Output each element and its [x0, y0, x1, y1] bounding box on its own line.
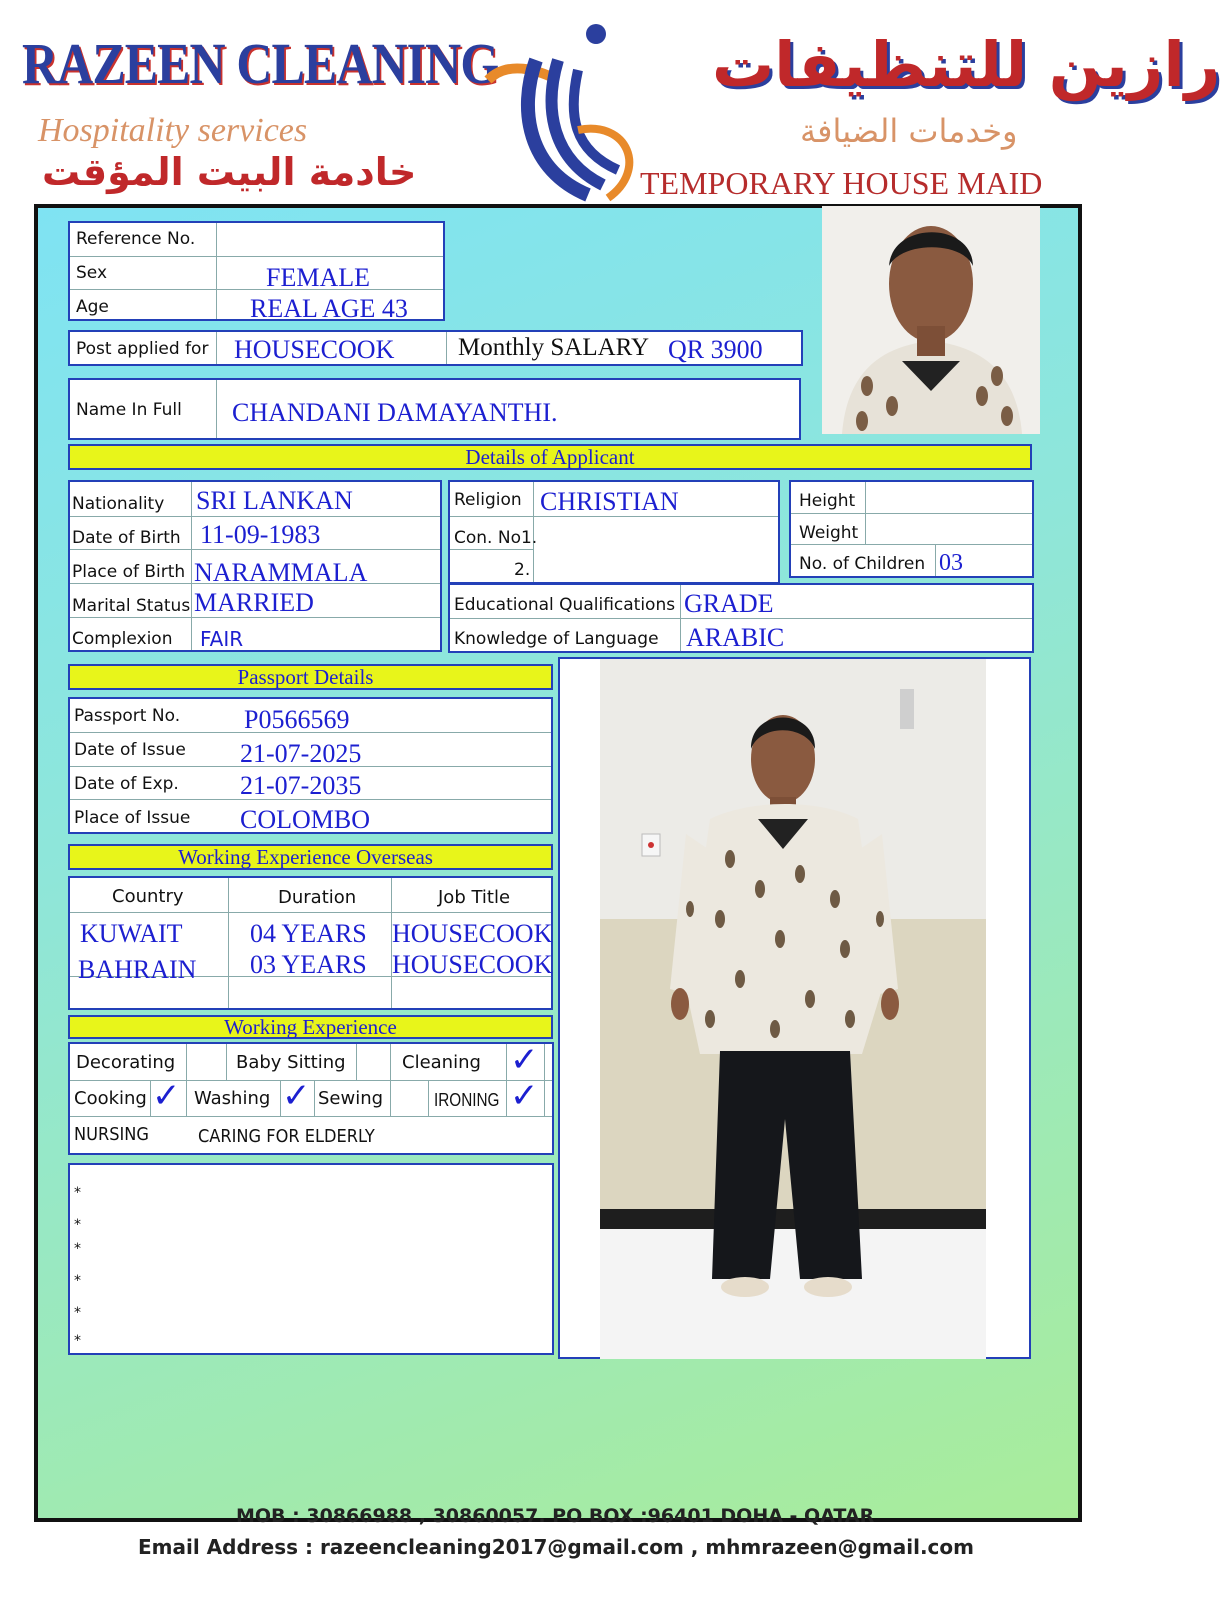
cooking-check-icon: ✓ [152, 1076, 181, 1116]
contact2-label: 2. [514, 560, 531, 580]
age-value: REAL AGE 43 [250, 294, 408, 323]
portrait-photo [822, 206, 1040, 434]
post-label: Post applied for [76, 339, 209, 359]
col-duration: Duration [278, 887, 357, 908]
issue-place-label: Place of Issue [74, 808, 191, 828]
expiry-date-value: 21-07-2035 [240, 771, 362, 800]
note-bullet: * [74, 1185, 81, 1201]
complexion-label: Complexion [72, 629, 173, 649]
nationality-label: Nationality [72, 494, 165, 514]
washing-check-icon: ✓ [282, 1076, 311, 1116]
passport-table [68, 697, 553, 834]
hospitality-subtitle: Hospitality services [38, 112, 308, 149]
expiry-date-label: Date of Exp. [74, 774, 179, 794]
full-body-photo-frame [558, 657, 1031, 1359]
name-value: CHANDANI DAMAYANTHI. [232, 398, 558, 427]
post-salary-row [68, 330, 803, 366]
footer-contact: MOB : 30866988 , 30860057. PO BOX :96401 DOHA - QATAR [236, 1505, 875, 1527]
experience-band: Working Experience [68, 1015, 553, 1039]
reference-label: Reference No. [76, 229, 196, 249]
sex-value: FEMALE [266, 263, 370, 292]
col-country: Country [112, 886, 184, 907]
note-bullet: * [74, 1273, 81, 1289]
overseas-table [68, 876, 553, 1010]
overseas-job-1: HOUSECOOK [392, 919, 553, 948]
complexion-value: FAIR [200, 627, 244, 651]
overseas-country-1: KUWAIT [80, 919, 183, 948]
company-logo-icon [478, 20, 648, 200]
language-value: ARABIC [686, 623, 785, 652]
contact1-label: Con. No1. [454, 528, 538, 548]
overseas-job-2: HOUSECOOK [392, 950, 553, 979]
language-label: Knowledge of Language [454, 629, 659, 649]
pob-label: Place of Birth [72, 562, 186, 582]
age-label: Age [76, 297, 109, 317]
issue-place-value: COLOMBO [240, 805, 371, 834]
dob-label: Date of Birth [72, 528, 181, 548]
passport-no-label: Passport No. [74, 706, 181, 726]
skill-decorating: Decorating [76, 1052, 176, 1073]
note-bullet: * [74, 1333, 81, 1349]
note-bullet: * [74, 1217, 81, 1233]
dob-value: 11-09-1983 [200, 520, 321, 549]
religion-table [448, 480, 780, 584]
skill-sewing: Sewing [318, 1088, 384, 1109]
skill-nursing: NURSING [74, 1124, 149, 1145]
nationality-value: SRI LANKAN [196, 486, 353, 515]
religion-label: Religion [454, 490, 522, 510]
salary-label: Monthly SALARY [458, 334, 650, 361]
post-value: HOUSECOOK [234, 335, 395, 364]
education-label: Educational Qualifications [454, 595, 676, 615]
notes-box [68, 1163, 554, 1355]
passport-band: Passport Details [68, 664, 553, 690]
skill-ironing: IRONING [434, 1090, 500, 1110]
sex-label: Sex [76, 263, 108, 283]
height-label: Height [799, 491, 856, 511]
education-table [448, 583, 1034, 653]
skill-cleaning: Cleaning [402, 1052, 481, 1073]
height-table [789, 480, 1034, 578]
marital-value: MARRIED [194, 588, 314, 617]
overseas-country-2: BAHRAIN [78, 955, 197, 984]
issue-date-value: 21-07-2025 [240, 739, 362, 768]
full-body-photo [600, 659, 986, 1359]
children-label: No. of Children [799, 554, 926, 574]
overseas-duration-2: 03 YEARS [250, 950, 367, 979]
experience-table [68, 1042, 554, 1155]
passport-no-value: P0566569 [244, 705, 350, 734]
arabic-maid-title: خادمة البيت المؤقت [42, 150, 417, 194]
document-title: TEMPORARY HOUSE MAID [640, 165, 1043, 201]
salary-value: QR 3900 [668, 335, 763, 364]
issue-date-label: Date of Issue [74, 740, 186, 760]
footer-email: Email Address : razeencleaning2017@gmail.com , mhmrazeen@gmail.com [138, 1535, 974, 1559]
ironing-check-icon: ✓ [510, 1076, 539, 1116]
details-left-table [68, 480, 442, 652]
education-value: GRADE [684, 589, 774, 618]
note-bullet: * [74, 1305, 81, 1321]
arabic-hospitality: وخدمات الضيافة [800, 112, 1018, 150]
pob-value: NARAMMALA [194, 558, 368, 587]
details-band: Details of Applicant [68, 444, 1032, 470]
col-job-title: Job Title [438, 887, 511, 908]
cleaning-check-icon: ✓ [510, 1040, 539, 1080]
weight-label: Weight [799, 523, 859, 543]
note-bullet: * [74, 1241, 81, 1257]
overseas-duration-1: 04 YEARS [250, 919, 367, 948]
name-label: Name In Full [76, 400, 182, 420]
skill-elderly-care: CARING FOR ELDERLY [198, 1126, 375, 1147]
children-value: 03 [939, 550, 963, 576]
religion-value: CHRISTIAN [540, 487, 679, 516]
company-name-en: RAZEEN CLEANING [22, 31, 499, 96]
skill-washing: Washing [194, 1088, 271, 1109]
company-name-ar: رازين للتنظيفات [712, 28, 1220, 101]
marital-label: Marital Status [72, 596, 191, 616]
skill-baby-sitting: Baby Sitting [236, 1052, 346, 1073]
overseas-band: Working Experience Overseas [68, 844, 553, 870]
top-info-table [68, 221, 445, 321]
name-row [68, 378, 801, 440]
skill-cooking: Cooking [74, 1088, 147, 1109]
